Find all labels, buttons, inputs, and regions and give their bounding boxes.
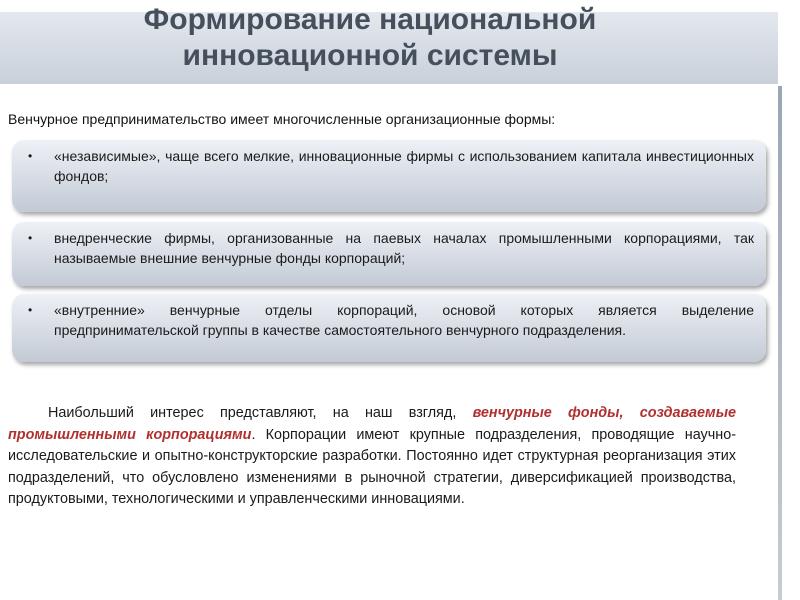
slide-title-line-2: инновационной системы bbox=[182, 39, 558, 72]
bullet-icon: • bbox=[28, 231, 33, 245]
paragraph-highlight: венчурные фонды, создаваемые промышленными корпорациями bbox=[8, 405, 736, 443]
bullet-icon: • bbox=[28, 149, 33, 163]
bullet-icon: • bbox=[28, 303, 33, 317]
slide-title-line-1: Формирование национальной bbox=[143, 3, 597, 36]
form-text: «внутренние» венчурные отделы корпораций, основой которых является выделение предпринимательской группы в качестве самостоятельного венчурного подразделения. bbox=[54, 302, 754, 338]
form-box-external bbox=[12, 222, 766, 286]
right-edge-stripe bbox=[778, 86, 782, 600]
form-item bbox=[28, 228, 754, 268]
form-text: внедренческие фирмы, организованные на паевых началах промышленными корпорациями, так называемые внешние венчурные фонды корпораций; bbox=[54, 230, 754, 266]
form-item bbox=[28, 146, 754, 186]
intro-text: Венчурное предпринимательство имеет многочисленные организационные формы: bbox=[8, 111, 556, 127]
form-item bbox=[28, 300, 754, 340]
paragraph-lead: Наибольший интерес представляют, на наш взгляд, bbox=[48, 405, 457, 421]
form-text: «независимые», чаще всего мелкие, инновационные фирмы с использованием капитала инвестиционных фондов; bbox=[54, 148, 754, 184]
banner-corner bbox=[778, 0, 800, 86]
form-box-internal bbox=[12, 294, 766, 362]
paragraph-rest: . Корпорации имеют крупные подразделения, проводящие научно-исследовательские и опытно-конструкторские разработки. Постоянно идет структурная реорганизация этих подразделений, что обусловлено изменениями в рыночной стратегии, диверсификацией производства, продуктовыми, технологическими и управленческими инновациями. bbox=[8, 426, 736, 507]
body-paragraph bbox=[8, 403, 736, 511]
slide-title bbox=[40, 2, 700, 74]
form-box-independent bbox=[12, 140, 766, 212]
